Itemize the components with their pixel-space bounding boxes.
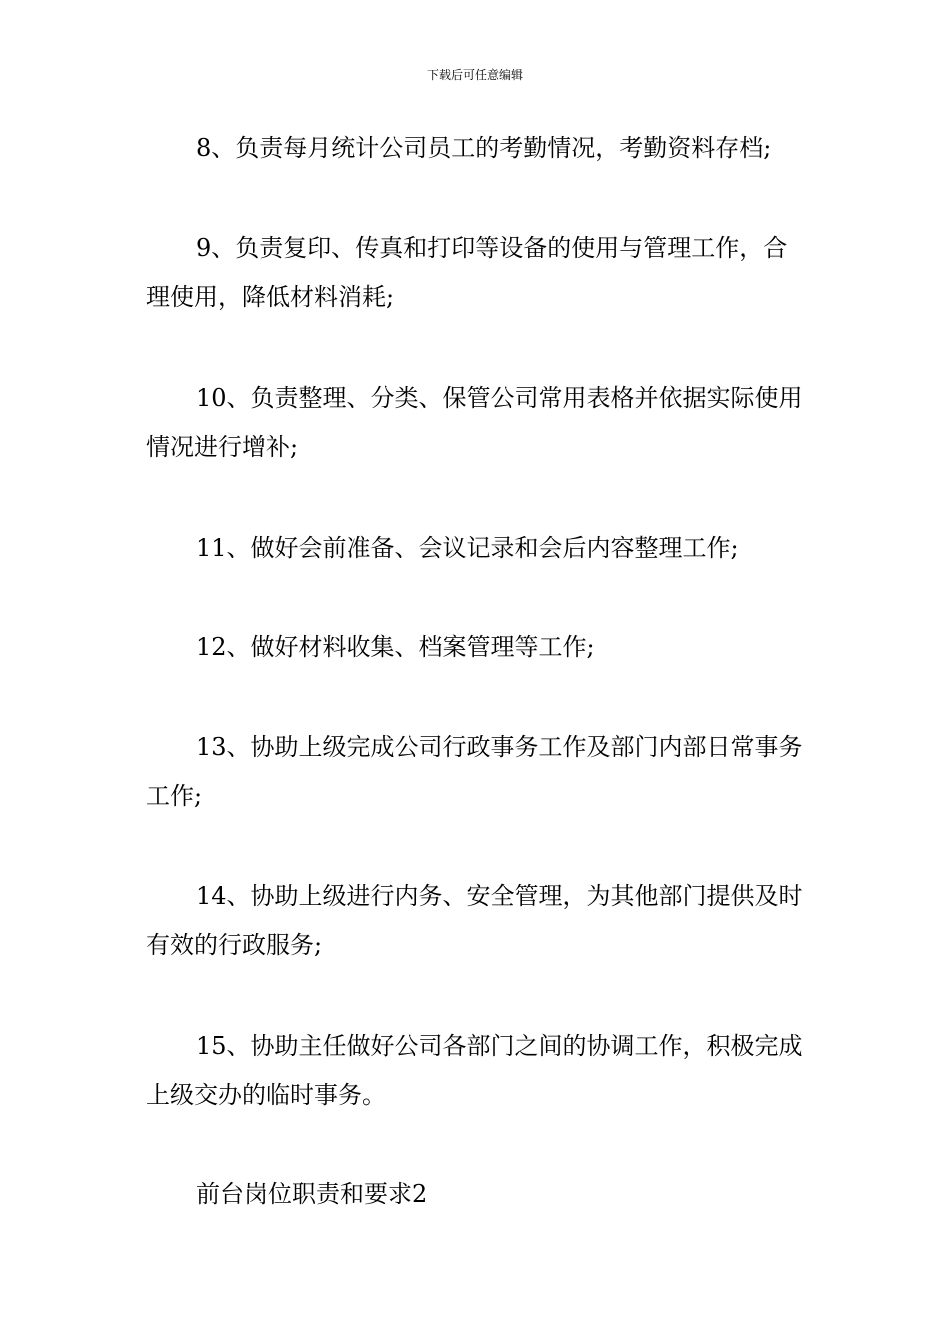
page-header-note: 下载后可任意编辑 — [426, 68, 523, 82]
section-heading: 前台岗位职责和要求2 — [196, 1180, 428, 1208]
duty-item-9: 9、负责复印、传真和打印等设备的使用与管理工作，合理使用，降低材料消耗; — [146, 234, 788, 311]
duty-item-15: 15、协助主任做好公司各部门之间的协调工作，积极完成上级交办的临时事务。 — [146, 1032, 803, 1109]
duty-item-10: 10、负责整理、分类、保管公司常用表格并依据实际使用情况进行增补; — [146, 384, 803, 461]
duty-item-12: 12、做好材料收集、档案管理等工作; — [196, 633, 595, 661]
duty-item-13: 13、协助上级完成公司行政事务工作及部门内部日常事务工作; — [146, 733, 803, 810]
duty-item-14: 14、协助上级进行内务、安全管理，为其他部门提供及时有效的行政服务; — [146, 882, 803, 959]
duty-item-8: 8、负责每月统计公司员工的考勤情况，考勤资料存档; — [196, 134, 772, 162]
duty-item-11: 11、做好会前准备、会议记录和会后内容整理工作; — [196, 534, 739, 562]
